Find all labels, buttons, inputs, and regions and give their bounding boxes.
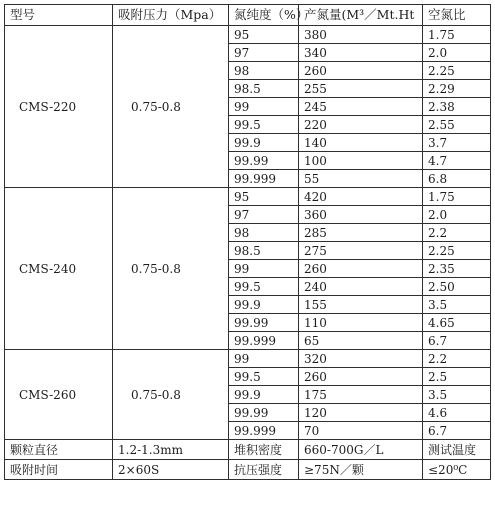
air-ratio-cell: 3.7 bbox=[423, 134, 491, 152]
air-ratio-cell: 2.25 bbox=[423, 62, 491, 80]
header-output: 产氮量(M³／Mt.Ht bbox=[299, 5, 423, 26]
air-ratio-cell: 6.8 bbox=[423, 170, 491, 188]
purity-cell: 99 bbox=[229, 260, 299, 278]
output-cell: 260 bbox=[299, 368, 423, 386]
purity-cell: 99.9 bbox=[229, 134, 299, 152]
output-cell: 220 bbox=[299, 116, 423, 134]
air-ratio-cell: 2.2 bbox=[423, 350, 491, 368]
output-cell: 120 bbox=[299, 404, 423, 422]
purity-cell: 97 bbox=[229, 44, 299, 62]
purity-cell: 99 bbox=[229, 350, 299, 368]
footer-label: 吸附时间 bbox=[5, 460, 113, 480]
footer-label: 堆积密度 bbox=[229, 440, 299, 460]
model-cell: CMS-220 bbox=[5, 26, 113, 188]
header-air-ratio: 空氮比 bbox=[423, 5, 491, 26]
output-cell: 285 bbox=[299, 224, 423, 242]
footer-value: ≥75N／颗 bbox=[299, 460, 423, 480]
air-ratio-cell: 2.38 bbox=[423, 98, 491, 116]
output-cell: 275 bbox=[299, 242, 423, 260]
purity-cell: 98 bbox=[229, 224, 299, 242]
purity-cell: 99.9 bbox=[229, 386, 299, 404]
air-ratio-cell: 2.5 bbox=[423, 368, 491, 386]
air-ratio-cell: 6.7 bbox=[423, 422, 491, 440]
air-ratio-cell: 2.35 bbox=[423, 260, 491, 278]
air-ratio-cell: 1.75 bbox=[423, 188, 491, 206]
purity-cell: 99.99 bbox=[229, 152, 299, 170]
header-pressure: 吸附压力（Mpa） bbox=[113, 5, 229, 26]
pressure-cell: 0.75-0.8 bbox=[113, 188, 229, 350]
output-cell: 140 bbox=[299, 134, 423, 152]
output-cell: 420 bbox=[299, 188, 423, 206]
air-ratio-cell: 6.7 bbox=[423, 332, 491, 350]
footer-row bbox=[5, 440, 491, 460]
air-ratio-cell: 2.25 bbox=[423, 242, 491, 260]
air-ratio-cell: 2.0 bbox=[423, 44, 491, 62]
output-cell: 245 bbox=[299, 98, 423, 116]
air-ratio-cell: 4.7 bbox=[423, 152, 491, 170]
purity-cell: 99.999 bbox=[229, 170, 299, 188]
header-purity: 氮纯度（%） bbox=[229, 5, 299, 26]
purity-cell: 95 bbox=[229, 26, 299, 44]
pressure-cell: 0.75-0.8 bbox=[113, 26, 229, 188]
model-cell: CMS-260 bbox=[5, 350, 113, 440]
air-ratio-cell: 4.6 bbox=[423, 404, 491, 422]
air-ratio-cell: 2.50 bbox=[423, 278, 491, 296]
purity-cell: 98 bbox=[229, 62, 299, 80]
output-cell: 260 bbox=[299, 62, 423, 80]
footer-value: 2×60S bbox=[113, 460, 229, 480]
output-cell: 360 bbox=[299, 206, 423, 224]
purity-cell: 99.5 bbox=[229, 368, 299, 386]
footer-label: 颗粒直径 bbox=[5, 440, 113, 460]
purity-cell: 98.5 bbox=[229, 242, 299, 260]
model-cell: CMS-240 bbox=[5, 188, 113, 350]
air-ratio-cell: 1.75 bbox=[423, 26, 491, 44]
output-cell: 175 bbox=[299, 386, 423, 404]
output-cell: 320 bbox=[299, 350, 423, 368]
output-cell: 70 bbox=[299, 422, 423, 440]
air-ratio-cell: 3.5 bbox=[423, 296, 491, 314]
output-cell: 100 bbox=[299, 152, 423, 170]
air-ratio-cell: 2.55 bbox=[423, 116, 491, 134]
output-cell: 55 bbox=[299, 170, 423, 188]
purity-cell: 99.999 bbox=[229, 422, 299, 440]
purity-cell: 99.5 bbox=[229, 278, 299, 296]
output-cell: 240 bbox=[299, 278, 423, 296]
air-ratio-cell: 2.2 bbox=[423, 224, 491, 242]
header-model: 型号 bbox=[5, 5, 113, 26]
purity-cell: 99.5 bbox=[229, 116, 299, 134]
footer-label: 抗压强度 bbox=[229, 460, 299, 480]
footer-value: 1.2-1.3mm bbox=[113, 440, 229, 460]
table-row bbox=[5, 350, 491, 368]
air-ratio-cell: 2.29 bbox=[423, 80, 491, 98]
output-cell: 65 bbox=[299, 332, 423, 350]
header-row bbox=[5, 5, 491, 26]
table-row bbox=[5, 26, 491, 44]
purity-cell: 99.9 bbox=[229, 296, 299, 314]
pressure-cell: 0.75-0.8 bbox=[113, 350, 229, 440]
output-cell: 110 bbox=[299, 314, 423, 332]
air-ratio-cell: 2.0 bbox=[423, 206, 491, 224]
output-cell: 340 bbox=[299, 44, 423, 62]
purity-cell: 99 bbox=[229, 98, 299, 116]
footer-value: 660-700G／L bbox=[299, 440, 423, 460]
output-cell: 155 bbox=[299, 296, 423, 314]
purity-cell: 95 bbox=[229, 188, 299, 206]
output-cell: 255 bbox=[299, 80, 423, 98]
table-row bbox=[5, 188, 491, 206]
purity-cell: 99.99 bbox=[229, 314, 299, 332]
footer-row bbox=[5, 460, 491, 480]
spec-table bbox=[4, 4, 491, 480]
purity-cell: 97 bbox=[229, 206, 299, 224]
air-ratio-cell: 4.65 bbox=[423, 314, 491, 332]
air-ratio-cell: 3.5 bbox=[423, 386, 491, 404]
output-cell: 380 bbox=[299, 26, 423, 44]
footer-extra: ≤20⁰C bbox=[423, 460, 491, 480]
output-cell: 260 bbox=[299, 260, 423, 278]
purity-cell: 99.999 bbox=[229, 332, 299, 350]
purity-cell: 99.99 bbox=[229, 404, 299, 422]
purity-cell: 98.5 bbox=[229, 80, 299, 98]
footer-extra: 测试温度 bbox=[423, 440, 491, 460]
